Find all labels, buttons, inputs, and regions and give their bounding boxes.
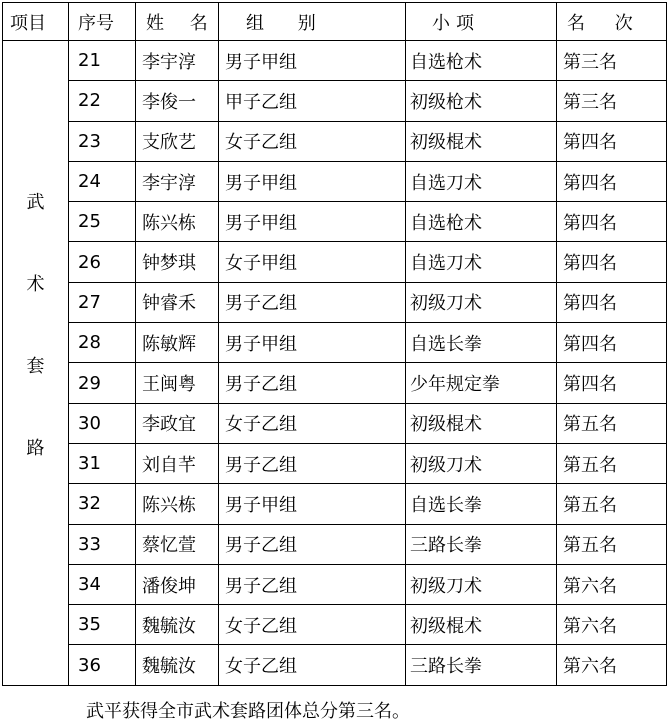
cell-name: 蔡忆萱	[136, 524, 219, 564]
cell-number: 30	[69, 403, 136, 443]
cell-number: 29	[69, 363, 136, 403]
results-table	[2, 2, 667, 686]
cell-number: 34	[69, 564, 136, 604]
cell-item: 自选长拳	[406, 484, 557, 524]
cell-rank: 第六名	[557, 564, 667, 604]
cell-number: 26	[69, 242, 136, 282]
cell-number: 27	[69, 282, 136, 322]
cell-item: 初级棍术	[406, 403, 557, 443]
cell-item: 自选长拳	[406, 323, 557, 363]
cell-number: 32	[69, 484, 136, 524]
cell-rank: 第三名	[557, 41, 667, 81]
cell-item: 初级刀术	[406, 443, 557, 483]
cell-group: 男子甲组	[219, 161, 406, 201]
table-body	[3, 41, 667, 686]
cell-rank: 第四名	[557, 282, 667, 322]
cell-group: 女子乙组	[219, 605, 406, 645]
cell-group: 男子甲组	[219, 484, 406, 524]
cell-rank: 第四名	[557, 323, 667, 363]
table-row	[3, 605, 667, 645]
table-row	[3, 645, 667, 685]
cell-name: 陈兴栋	[136, 484, 219, 524]
table-row	[3, 121, 667, 161]
table-row	[3, 484, 667, 524]
cell-number: 36	[69, 645, 136, 685]
cell-name: 支欣艺	[136, 121, 219, 161]
cell-name: 刘自芊	[136, 443, 219, 483]
table-row	[3, 564, 667, 604]
table-header-row	[3, 3, 667, 41]
table-row	[3, 282, 667, 322]
table-row	[3, 443, 667, 483]
cell-item: 自选枪术	[406, 202, 557, 242]
cell-item: 三路长拳	[406, 645, 557, 685]
cell-item: 初级棍术	[406, 605, 557, 645]
cell-group: 女子甲组	[219, 242, 406, 282]
project-label	[3, 41, 68, 519]
project-cell	[3, 41, 69, 686]
table-row	[3, 161, 667, 201]
cell-item: 初级棍术	[406, 121, 557, 161]
cell-name: 李政宜	[136, 403, 219, 443]
cell-item: 初级枪术	[406, 81, 557, 121]
project-label-char: 武	[26, 192, 45, 213]
project-label-char: 套	[26, 356, 45, 377]
cell-rank: 第六名	[557, 605, 667, 645]
cell-rank: 第六名	[557, 645, 667, 685]
cell-name: 钟睿禾	[136, 282, 219, 322]
cell-item: 自选刀术	[406, 242, 557, 282]
header-group: 组 别	[219, 3, 406, 41]
cell-number: 35	[69, 605, 136, 645]
table-row	[3, 202, 667, 242]
cell-rank: 第四名	[557, 121, 667, 161]
header-project: 项目	[3, 3, 69, 41]
cell-name: 魏毓汝	[136, 605, 219, 645]
cell-rank: 第三名	[557, 81, 667, 121]
cell-name: 李宇淳	[136, 161, 219, 201]
cell-item: 初级刀术	[406, 282, 557, 322]
header-name: 姓 名	[136, 3, 219, 41]
cell-group: 女子乙组	[219, 121, 406, 161]
cell-group: 男子甲组	[219, 41, 406, 81]
table-row	[3, 323, 667, 363]
cell-number: 23	[69, 121, 136, 161]
header-number: 序号	[69, 3, 136, 41]
cell-rank: 第四名	[557, 363, 667, 403]
cell-rank: 第四名	[557, 202, 667, 242]
cell-name: 李宇淳	[136, 41, 219, 81]
cell-number: 28	[69, 323, 136, 363]
header-item: 小项	[406, 3, 557, 41]
cell-name: 潘俊坤	[136, 564, 219, 604]
cell-item: 三路长拳	[406, 524, 557, 564]
cell-number: 24	[69, 161, 136, 201]
cell-rank: 第四名	[557, 242, 667, 282]
cell-group: 男子乙组	[219, 443, 406, 483]
cell-rank: 第五名	[557, 484, 667, 524]
project-label-char: 术	[26, 274, 45, 295]
cell-item: 自选枪术	[406, 41, 557, 81]
cell-name: 钟梦琪	[136, 242, 219, 282]
project-label-char: 路	[26, 438, 45, 459]
table-row	[3, 242, 667, 282]
cell-name: 李俊一	[136, 81, 219, 121]
cell-rank: 第五名	[557, 524, 667, 564]
cell-name: 魏毓汝	[136, 645, 219, 685]
cell-item: 自选刀术	[406, 161, 557, 201]
cell-number: 25	[69, 202, 136, 242]
cell-group: 男子乙组	[219, 282, 406, 322]
cell-number: 22	[69, 81, 136, 121]
cell-number: 21	[69, 41, 136, 81]
cell-group: 甲子乙组	[219, 81, 406, 121]
cell-rank: 第五名	[557, 403, 667, 443]
cell-item: 初级刀术	[406, 564, 557, 604]
table-row	[3, 403, 667, 443]
header-rank: 名 次	[557, 3, 667, 41]
cell-group: 男子乙组	[219, 564, 406, 604]
table-row	[3, 524, 667, 564]
cell-rank: 第五名	[557, 443, 667, 483]
footer-note: 武平获得全市武术套路团体总分第三名。	[86, 701, 410, 722]
cell-name: 陈兴栋	[136, 202, 219, 242]
cell-group: 男子乙组	[219, 363, 406, 403]
cell-rank: 第四名	[557, 161, 667, 201]
cell-item: 少年规定拳	[406, 363, 557, 403]
table-row	[3, 41, 667, 81]
cell-name: 陈敏辉	[136, 323, 219, 363]
cell-group: 男子甲组	[219, 202, 406, 242]
cell-group: 女子乙组	[219, 403, 406, 443]
cell-group: 男子甲组	[219, 323, 406, 363]
cell-group: 男子乙组	[219, 524, 406, 564]
cell-group: 女子乙组	[219, 645, 406, 685]
table-row	[3, 363, 667, 403]
cell-name: 王闽粤	[136, 363, 219, 403]
cell-number: 33	[69, 524, 136, 564]
table-row	[3, 81, 667, 121]
cell-number: 31	[69, 443, 136, 483]
